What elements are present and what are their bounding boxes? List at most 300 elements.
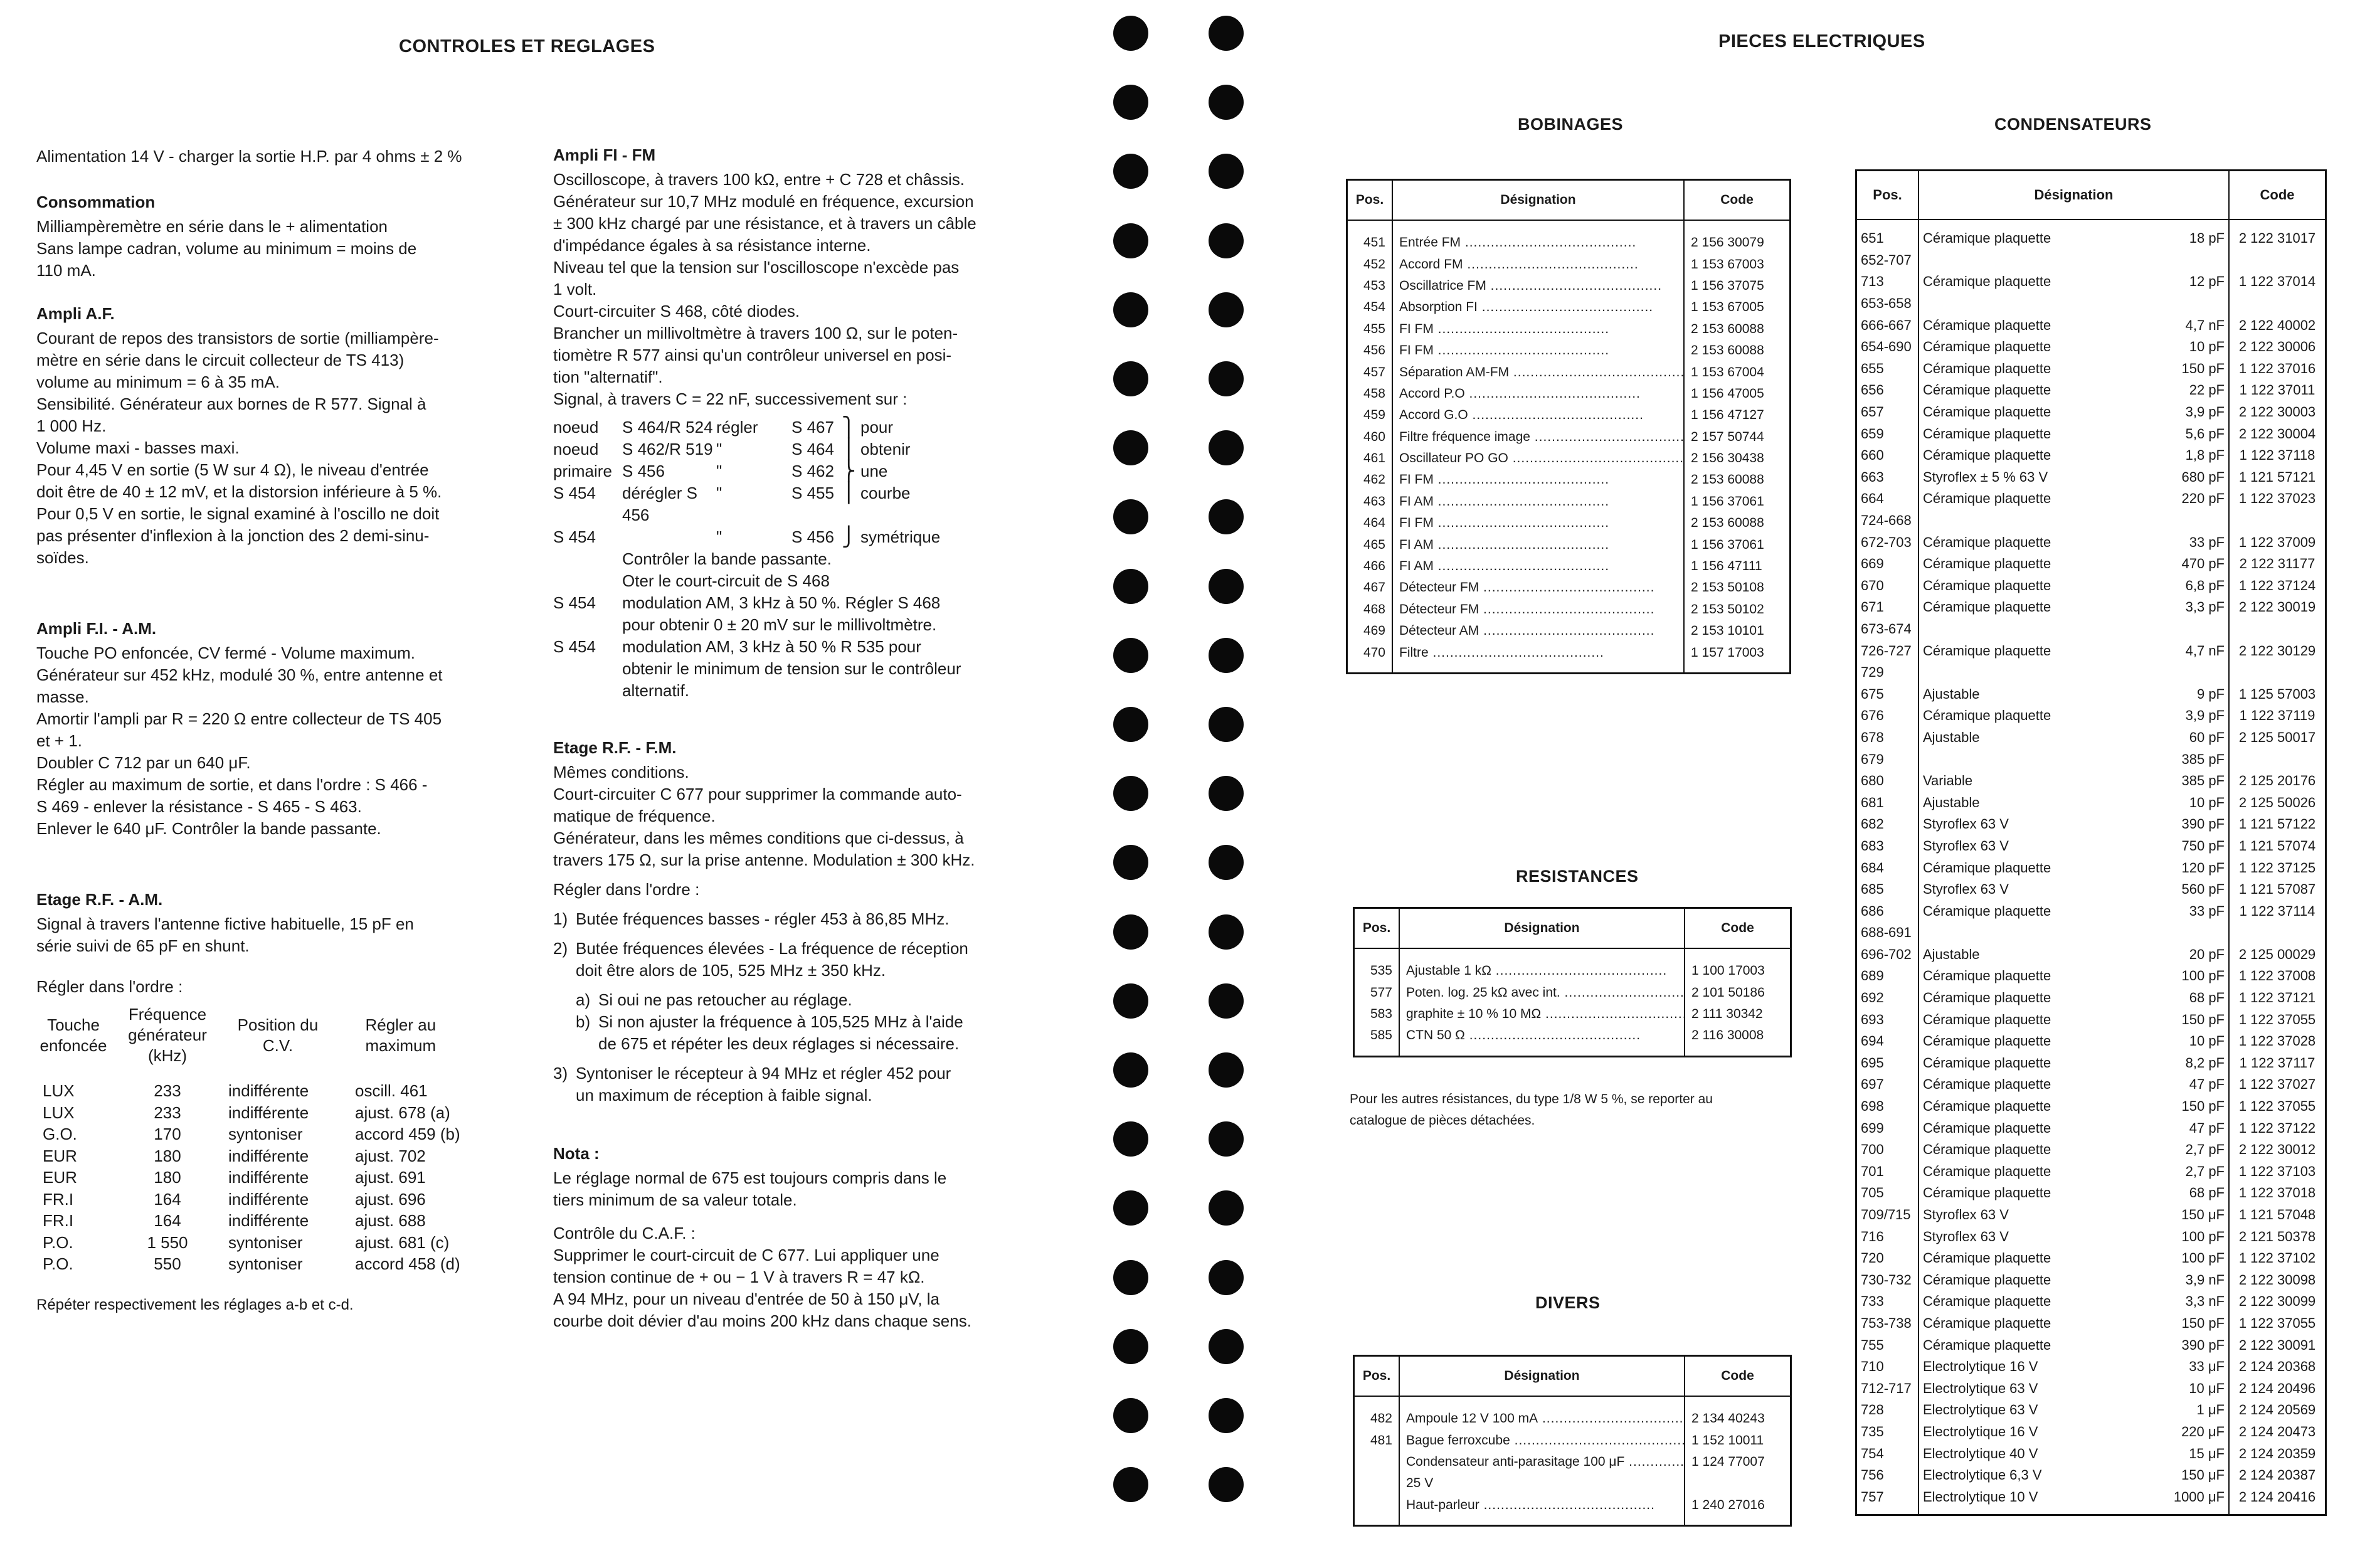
value-cell: 390 pF (2164, 1334, 2229, 1356)
table-row (31, 1167, 465, 1189)
designation-text: Oscillatrice FM ..... (1399, 278, 1662, 293)
binding-hole (1113, 1329, 1148, 1364)
designation-cell (1392, 383, 1684, 405)
text-line: d'impédance égales à sa résistance interne. (553, 236, 871, 255)
binding-hole (1209, 1121, 1244, 1157)
table-row (1856, 1465, 2326, 1486)
pos-cell: 698 (1856, 1096, 1919, 1118)
pos-cell: 697 (1856, 1074, 1919, 1096)
value-cell: 2,7 pF (2164, 1161, 2229, 1183)
designation-cell (1918, 250, 2164, 272)
fm-step-3 (553, 1062, 1011, 1106)
designation-cell: Céramique plaquette (1918, 640, 2164, 662)
grid-cell: S 464 (791, 440, 834, 458)
code-cell: 1 124 77007 (1685, 1451, 1791, 1473)
code-cell: 1 122 37055 (2229, 1313, 2326, 1335)
left-column-1 (36, 146, 500, 1316)
table-cell: ajust. 681 (c) (355, 1232, 450, 1252)
code-cell: 1 152 10011 (1685, 1429, 1791, 1451)
pos-cell: 654-690 (1856, 336, 1919, 358)
code-cell: 1 156 47111 (1684, 556, 1791, 577)
code-cell: 2 153 10101 (1684, 620, 1791, 642)
grid-cell: S 462/R 519 (622, 440, 713, 458)
table-row (1856, 640, 2326, 662)
pos-cell: 459 (1347, 405, 1393, 426)
table-row (1856, 683, 2326, 705)
table-row (1856, 1030, 2326, 1052)
designation-text: Accord P.O ..... (1399, 386, 1641, 401)
code-cell: 1 122 37117 (2229, 1052, 2326, 1074)
designation-cell (1918, 748, 2164, 770)
code-cell: 1 122 37055 (2229, 1096, 2326, 1118)
table-row (1347, 491, 1791, 512)
table-row (1856, 1313, 2326, 1335)
value-cell: 150 pF (2164, 1096, 2229, 1118)
table-row (1856, 336, 2326, 358)
designation-cell: Céramique plaquette (1918, 1248, 2164, 1269)
code-cell: 2 122 31017 (2229, 220, 2326, 250)
pos-cell: 454 (1347, 297, 1393, 318)
table-row (1856, 922, 2326, 944)
value-cell: 10 pF (2164, 336, 2229, 358)
table-row (1354, 1451, 1791, 1473)
designation-cell: Céramique plaquette (1918, 705, 2164, 727)
designation-cell: Céramique plaquette (1918, 379, 2164, 401)
text-line: Butée fréquences élevées - La fréquence de réception (576, 939, 968, 958)
table-row (1856, 358, 2326, 380)
pos-cell: 451 (1347, 220, 1393, 253)
designation-text: Détecteur FM ..... (1399, 580, 1654, 595)
designation-cell (1918, 618, 2164, 640)
step-number: 1) (553, 909, 568, 928)
grid-cell: S 456 (791, 527, 834, 546)
table-row (1347, 253, 1791, 275)
designation-cell: Céramique plaquette (1918, 1052, 2164, 1074)
table-row (1856, 379, 2326, 401)
code-cell: 1 156 47005 (1684, 383, 1791, 405)
code-cell: 1 122 37125 (2229, 857, 2326, 879)
designation-text: Détecteur AM ..... (1399, 623, 1654, 638)
table-row (1856, 792, 2326, 813)
table-row (1354, 1429, 1791, 1451)
code-cell: 2 153 60088 (1684, 319, 1791, 340)
binding-hole (1113, 983, 1148, 1019)
pos-cell: 716 (1856, 1226, 1919, 1248)
table-cell: P.O. (43, 1232, 73, 1252)
text-line: alternatif. (622, 681, 689, 700)
table-row (1856, 987, 2326, 1009)
binding-hole (1209, 776, 1244, 811)
designation-cell (1392, 469, 1684, 490)
code-cell: 2 122 30099 (2229, 1291, 2326, 1313)
table-cell: syntoniser (228, 1232, 303, 1252)
s454-step-2 (553, 636, 1011, 702)
designation-cell: Céramique plaquette (1918, 596, 2164, 618)
designation-cell: Variable (1918, 770, 2164, 792)
pos-cell: 733 (1856, 1291, 1919, 1313)
ampli-fi-am-text (36, 642, 500, 840)
table-row (1347, 383, 1791, 405)
designation-cell (1392, 253, 1684, 275)
text-line: pour obtenir 0 ± 20 mV sur le millivoltmètre. (622, 615, 937, 634)
table-cell: 164 (154, 1189, 181, 1209)
grid-cell: obtenir (860, 440, 911, 458)
binding-hole (1113, 1190, 1148, 1226)
value-cell: 220 μF (2164, 1421, 2229, 1443)
code-cell: 1 122 37014 (2229, 271, 2326, 293)
code-cell: 1 157 17003 (1684, 642, 1791, 673)
text-line: Enlever le 640 μF. Contrôler la bande passante. (36, 819, 381, 838)
designation-cell (1399, 948, 1685, 982)
binding-hole (1113, 569, 1148, 604)
designation-cell (1392, 620, 1684, 642)
condensateurs-table (1855, 169, 2327, 1516)
designation-cell: Céramique plaquette (1918, 575, 2164, 597)
value-cell: 20 pF (2164, 944, 2229, 966)
left-page-title: CONTROLES ET REGLAGES (399, 36, 655, 56)
table-row (1856, 250, 2326, 272)
binding-hole (1113, 638, 1148, 673)
code-cell: 2 122 30004 (2229, 423, 2326, 445)
table-row (1856, 1486, 2326, 1515)
value-cell (2164, 510, 2229, 532)
fm-step-2b (553, 1011, 1011, 1055)
right-page-title: PIECES ELECTRIQUES (1718, 31, 1925, 51)
value-cell: 560 pF (2164, 879, 2229, 901)
designation-cell: Electrolytique 40 V (1918, 1443, 2164, 1465)
binding-hole (1113, 292, 1148, 327)
column-header: Désignation (1918, 171, 2229, 220)
table-cell: P.O. (43, 1254, 73, 1273)
adjustment-table (31, 1004, 465, 1275)
code-cell: 1 122 37028 (2229, 1030, 2326, 1052)
text-line: tension continue de + ou − 1 V à travers R = 47 kΩ. (553, 1268, 925, 1286)
pos-cell: 683 (1856, 835, 1919, 857)
grid-cell: primaire (553, 462, 612, 480)
designation-cell: Céramique plaquette (1918, 900, 2164, 922)
binding-hole (1209, 16, 1244, 51)
text-line: Pour 4,45 V en sortie (5 W sur 4 Ω), le niveau d'entrée (36, 460, 429, 479)
designation-cell: Céramique plaquette (1918, 488, 2164, 510)
code-cell: 1 122 37008 (2229, 965, 2326, 987)
text-line: Touche PO enfoncée, CV fermé - Volume maximum. (36, 644, 416, 662)
pos-cell: 710 (1856, 1356, 1919, 1378)
table-row (1856, 575, 2326, 597)
table-row (1856, 1204, 2326, 1226)
grid-cell: S 462 (791, 462, 834, 480)
code-cell: 2 122 30012 (2229, 1139, 2326, 1161)
binding-hole (1209, 499, 1244, 534)
step-letter: b) (576, 1012, 591, 1031)
binding-hole (1113, 430, 1148, 465)
code-cell: 2 124 20368 (2229, 1356, 2326, 1378)
value-cell: 385 pF (2164, 748, 2229, 770)
pos-cell: 457 (1347, 361, 1393, 383)
table-row (1347, 469, 1791, 490)
table-row (1856, 510, 2326, 532)
code-cell: 2 122 30091 (2229, 1334, 2326, 1356)
binding-hole (1209, 1398, 1244, 1433)
table-row (1347, 220, 1791, 253)
designation-text: Oscillateur PO GO ..... (1399, 451, 1684, 465)
pos-cell: 709/715 (1856, 1204, 1919, 1226)
text-line: Courant de repos des transistors de sortie (milliampère- (36, 329, 439, 347)
table-row (31, 1145, 465, 1167)
designation-cell (1392, 340, 1684, 361)
step-label: S 454 (553, 593, 596, 612)
grid-cell: noeud (553, 440, 599, 458)
code-cell: 1 122 37118 (2229, 445, 2326, 467)
pos-cell: 452 (1347, 253, 1393, 275)
value-cell: 12 pF (2164, 271, 2229, 293)
grid-cell: ⎫ (842, 417, 856, 438)
table-row (1856, 1182, 2326, 1204)
value-cell: 3,9 nF (2164, 1269, 2229, 1291)
pos-cell: 666-667 (1856, 314, 1919, 336)
table-cell: 170 (154, 1125, 181, 1143)
table-cell: 180 (154, 1168, 181, 1187)
value-cell: 33 μF (2164, 1356, 2229, 1378)
table-row (1856, 293, 2326, 315)
value-cell: 47 pF (2164, 1117, 2229, 1139)
designation-cell: Electrolytique 6,3 V (1918, 1465, 2164, 1486)
binding-hole (1113, 776, 1148, 811)
ampli-af-text (36, 327, 500, 569)
designation-text: FI AM ..... (1399, 538, 1609, 552)
pos-cell: 481 (1354, 1429, 1400, 1451)
table-row (1856, 1443, 2326, 1465)
table-row (1856, 1248, 2326, 1269)
binding-hole (1113, 1467, 1148, 1502)
designation-cell: Céramique plaquette (1918, 553, 2164, 575)
table-row (1856, 531, 2326, 553)
text-line: Oscilloscope, à travers 100 kΩ, entre + C 728 et châssis. (553, 170, 965, 189)
binding-hole (1113, 154, 1148, 189)
text-line: masse. (36, 687, 89, 706)
designation-text: FI AM ..... (1399, 559, 1609, 573)
designation-text: Ampoule 12 V 100 mA ..... (1406, 1411, 1685, 1426)
designation-cell: Ajustable (1918, 944, 2164, 966)
designation-cell: Styroflex 63 V (1918, 1204, 2164, 1226)
value-cell: 150 μF (2164, 1204, 2229, 1226)
table-row (1347, 319, 1791, 340)
value-cell: 4,7 nF (2164, 314, 2229, 336)
column-header: Pos. (1354, 908, 1400, 949)
code-cell: 1 121 57074 (2229, 835, 2326, 857)
text-line: pas présenter d'inflexion à la jonction des 2 demi-sinu- (36, 526, 430, 545)
designation-cell: Céramique plaquette (1918, 271, 2164, 293)
designation-cell: Céramique plaquette (1918, 1161, 2164, 1183)
designation-text: CTN 50 Ω ..... (1406, 1028, 1641, 1042)
pos-cell: 467 (1347, 577, 1393, 598)
binding-hole (1209, 1260, 1244, 1295)
pos-cell: 651 (1856, 220, 1919, 250)
designation-cell: Céramique plaquette (1918, 1074, 2164, 1096)
pos-cell: 664 (1856, 488, 1919, 510)
text-line: Mêmes conditions. (553, 763, 689, 781)
code-cell: 1 122 37023 (2229, 488, 2326, 510)
binding-hole (1209, 1190, 1244, 1226)
pos-cell: 660 (1856, 445, 1919, 467)
binding-hole (1209, 707, 1244, 742)
table-row (1856, 1161, 2326, 1183)
text-line: doit être de 40 ± 12 mV, et la distorsion inférieure à 5 %. (36, 482, 442, 501)
pos-cell: 585 (1354, 1025, 1400, 1056)
text-line: Brancher un millivoltmètre à travers 100 Ω, sur le poten- (553, 324, 958, 342)
pos-cell: 679 (1856, 748, 1919, 770)
pos-cell: 655 (1856, 358, 1919, 380)
binding-hole (1209, 154, 1244, 189)
table-cell: ajust. 678 (a) (355, 1103, 450, 1122)
pos-cell: 682 (1856, 813, 1919, 835)
designation-cell (1392, 220, 1684, 253)
designation-cell (1399, 1451, 1685, 1473)
table-row (1856, 596, 2326, 618)
code-cell: 1 125 57003 (2229, 683, 2326, 705)
text-line: soïdes. (36, 548, 89, 567)
designation-cell (1399, 1025, 1685, 1056)
binding-hole (1209, 292, 1244, 327)
table-row (1856, 1074, 2326, 1096)
binding-hole (1113, 1052, 1148, 1088)
table-row (1856, 467, 2326, 489)
code-cell (2229, 510, 2326, 532)
pos-cell: 685 (1856, 879, 1919, 901)
pos-cell: 728 (1856, 1399, 1919, 1421)
table-row (1347, 577, 1791, 598)
designation-cell (1392, 319, 1684, 340)
value-cell (2164, 922, 2229, 944)
table-cell: 164 (154, 1211, 181, 1230)
text-line: volume au minimum = 6 à 35 mA. (36, 373, 280, 391)
table-row (1354, 1473, 1791, 1494)
grid-cell: courbe (860, 484, 911, 502)
grid-cell: ⎪ (842, 483, 856, 504)
table-cell: accord 458 (d) (355, 1254, 460, 1273)
designation-cell: Céramique plaquette (1918, 857, 2164, 879)
designation-cell: Céramique plaquette (1918, 1030, 2164, 1052)
fm-step-2 (553, 938, 1011, 982)
code-cell: 2 101 50186 (1685, 982, 1791, 1003)
caf-title: Contrôle du C.A.F. : (553, 1224, 696, 1242)
pos-cell: 466 (1347, 556, 1393, 577)
pos-cell: 754 (1856, 1443, 1919, 1465)
designation-cell (1918, 510, 2164, 532)
ampli-fi-am-heading: Ampli F.I. - A.M. (36, 619, 157, 638)
text-line: Signal à travers l'antenne fictive habituelle, 15 pF en (36, 914, 414, 933)
designation-text: 25 V (1406, 1476, 1434, 1491)
column-header: Désignation (1392, 180, 1684, 221)
designation-cell: Céramique plaquette (1918, 965, 2164, 987)
designation-cell: Céramique plaquette (1918, 401, 2164, 423)
value-cell: 3,9 pF (2164, 401, 2229, 423)
code-cell: 1 153 67005 (1684, 297, 1791, 318)
right-page (1273, 0, 2355, 1568)
grid-cell: noeud (553, 418, 599, 437)
divers-table (1353, 1355, 1792, 1527)
table-row (1856, 835, 2326, 857)
designation-cell (1392, 491, 1684, 512)
pos-cell: 689 (1856, 965, 1919, 987)
value-cell (2164, 250, 2229, 272)
pos-cell: 656 (1856, 379, 1919, 401)
table-row (1856, 445, 2326, 467)
binding-hole (1209, 845, 1244, 880)
designation-cell: Céramique plaquette (1918, 531, 2164, 553)
repeat-note: Répéter respectivement les réglages a-b et c-d. (36, 1296, 354, 1313)
table-row (1856, 1117, 2326, 1139)
designation-cell (1392, 405, 1684, 426)
table-row (1856, 662, 2326, 684)
grid-cell: " (716, 527, 722, 546)
code-cell: 2 157 50744 (1684, 426, 1791, 448)
pos-cell: 462 (1347, 469, 1393, 490)
table-row (1347, 620, 1791, 642)
pos-cell: 692 (1856, 987, 1919, 1009)
pos-cell: 461 (1347, 448, 1393, 469)
pos-cell: 700 (1856, 1139, 1919, 1161)
designation-cell: Céramique plaquette (1918, 1291, 2164, 1313)
pos-cell: 696-702 (1856, 944, 1919, 966)
designation-cell: Céramique plaquette (1918, 423, 2164, 445)
value-cell: 18 pF (2164, 220, 2229, 250)
table-row (1347, 448, 1791, 469)
table-row (1856, 1334, 2326, 1356)
binding-hole (1209, 983, 1244, 1019)
designation-cell (1399, 1429, 1685, 1451)
text-line: ± 300 kHz chargé par une résistance, et à travers un câble (553, 214, 976, 233)
binding-hole (1113, 914, 1148, 950)
binding-hole (1209, 1329, 1244, 1364)
designation-text: FI FM ..... (1399, 472, 1609, 487)
pos-cell: 720 (1856, 1248, 1919, 1269)
text-line: Sensibilité. Générateur aux bornes de R 577. Signal à (36, 395, 426, 413)
table-row (1856, 770, 2326, 792)
binding-hole (1209, 569, 1244, 604)
pos-cell: 724-668 (1856, 510, 1919, 532)
table-row (1856, 271, 2326, 293)
table-cell: FR.I (43, 1189, 74, 1209)
table-cell: indifférente (228, 1146, 309, 1165)
designation-cell: Ajustable (1918, 792, 2164, 813)
code-cell: 2 153 50102 (1684, 599, 1791, 620)
consommation-text (36, 216, 500, 282)
code-cell: 1 122 37119 (2229, 705, 2326, 727)
table-row (1354, 1495, 1791, 1526)
code-cell: 2 125 50026 (2229, 792, 2326, 813)
pos-cell: 652-707 (1856, 250, 1919, 272)
table-cell: ajust. 688 (355, 1211, 426, 1230)
table-cell: indifférente (228, 1211, 309, 1230)
designation-cell (1392, 599, 1684, 620)
pos-cell (1354, 1473, 1400, 1494)
pos-cell (1354, 1495, 1400, 1526)
bobinages-table (1346, 179, 1791, 674)
ampli-fi-fm-heading: Ampli FI - FM (553, 146, 656, 164)
pos-cell: 729 (1856, 662, 1919, 684)
code-cell: 1 121 57121 (2229, 467, 2326, 489)
designation-cell (1399, 982, 1685, 1003)
table-cell: accord 459 (b) (355, 1125, 460, 1143)
table-cell: syntoniser (228, 1125, 303, 1143)
table-row (1856, 401, 2326, 423)
designation-text: Ajustable 1 kΩ ..... (1406, 963, 1667, 978)
designation-text: Poten. log. 25 kΩ avec int. ..... (1406, 985, 1685, 1000)
pos-cell: 699 (1856, 1117, 1919, 1139)
table-row (1354, 1004, 1791, 1025)
pos-cell: 753-738 (1856, 1313, 1919, 1335)
designation-cell: Céramique plaquette (1918, 1117, 2164, 1139)
